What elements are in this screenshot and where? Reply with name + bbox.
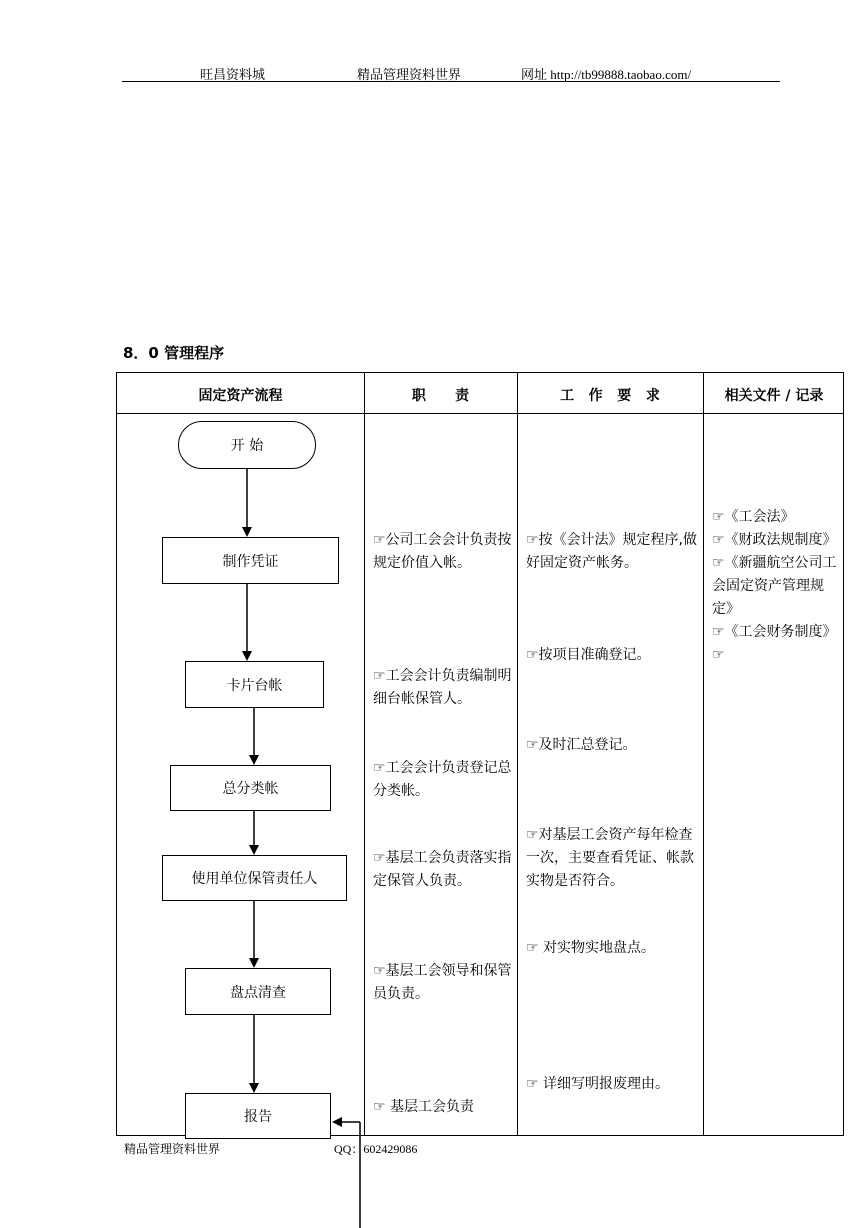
flow-step-custodian: 使用单位保管责任人	[162, 855, 347, 901]
requirement-text: ☞ 对实物实地盘点。	[526, 940, 656, 956]
header-duty: 职 责	[411, 388, 470, 404]
header-right: 网址 http://tb99888.taobao.com/	[521, 67, 692, 82]
flow-step-general-ledger: 总分类帐	[170, 765, 331, 811]
flow-step-card-ledger: 卡片台帐	[185, 661, 324, 708]
duty-text: ☞基层工会领导和保管员负责。	[373, 963, 512, 1002]
document-item: ☞《新疆航空公司工会固定资产管理规定》	[712, 555, 837, 617]
header-flow: 固定资产流程	[198, 388, 283, 404]
flow-step-inventory: 盘点清查	[185, 968, 331, 1015]
duty-text: ☞工会会计负责编制明细台帐保管人。	[373, 668, 512, 707]
header-middle: 精品管理资料世界	[357, 67, 462, 82]
duty-text: ☞基层工会负责落实指定保管人负责。	[373, 850, 512, 889]
footer-left: 精品管理资料世界	[124, 1142, 221, 1156]
flow-step-report: 报告	[185, 1093, 331, 1139]
requirement-text: ☞按《会计法》规定程序,做好固定资产帐务。	[526, 532, 698, 571]
document-item: ☞《财政法规制度》	[712, 532, 837, 548]
document-item: ☞	[712, 647, 725, 663]
header-documents: 相关文件 / 记录	[724, 388, 824, 404]
document-item: ☞《工会法》	[712, 509, 795, 525]
document-item: ☞《工会财务制度》	[712, 624, 837, 640]
header-requirement: 工 作 要 求	[560, 388, 660, 404]
requirement-text: ☞ 详细写明报废理由。	[526, 1076, 670, 1092]
flow-step-voucher: 制作凭证	[162, 537, 339, 584]
duty-text: ☞公司工会会计负责按规定价值入帐。	[373, 532, 512, 571]
flow-start: 开 始	[178, 421, 316, 469]
duty-text: ☞工会会计负责登记总分类帐。	[373, 760, 512, 799]
footer-right: QQ：602429086	[334, 1142, 418, 1156]
requirement-text: ☞按项目准确登记。	[526, 647, 651, 663]
header-left: 旺昌资料城	[200, 67, 266, 82]
duty-text: ☞ 基层工会负责	[373, 1099, 475, 1115]
requirement-text: ☞对基层工会资产每年检查一次，主要查看凭证、帐款实物是否符合。	[526, 827, 694, 889]
section-title: 8．0 管理程序	[123, 344, 225, 362]
requirement-text: ☞及时汇总登记。	[526, 737, 637, 753]
